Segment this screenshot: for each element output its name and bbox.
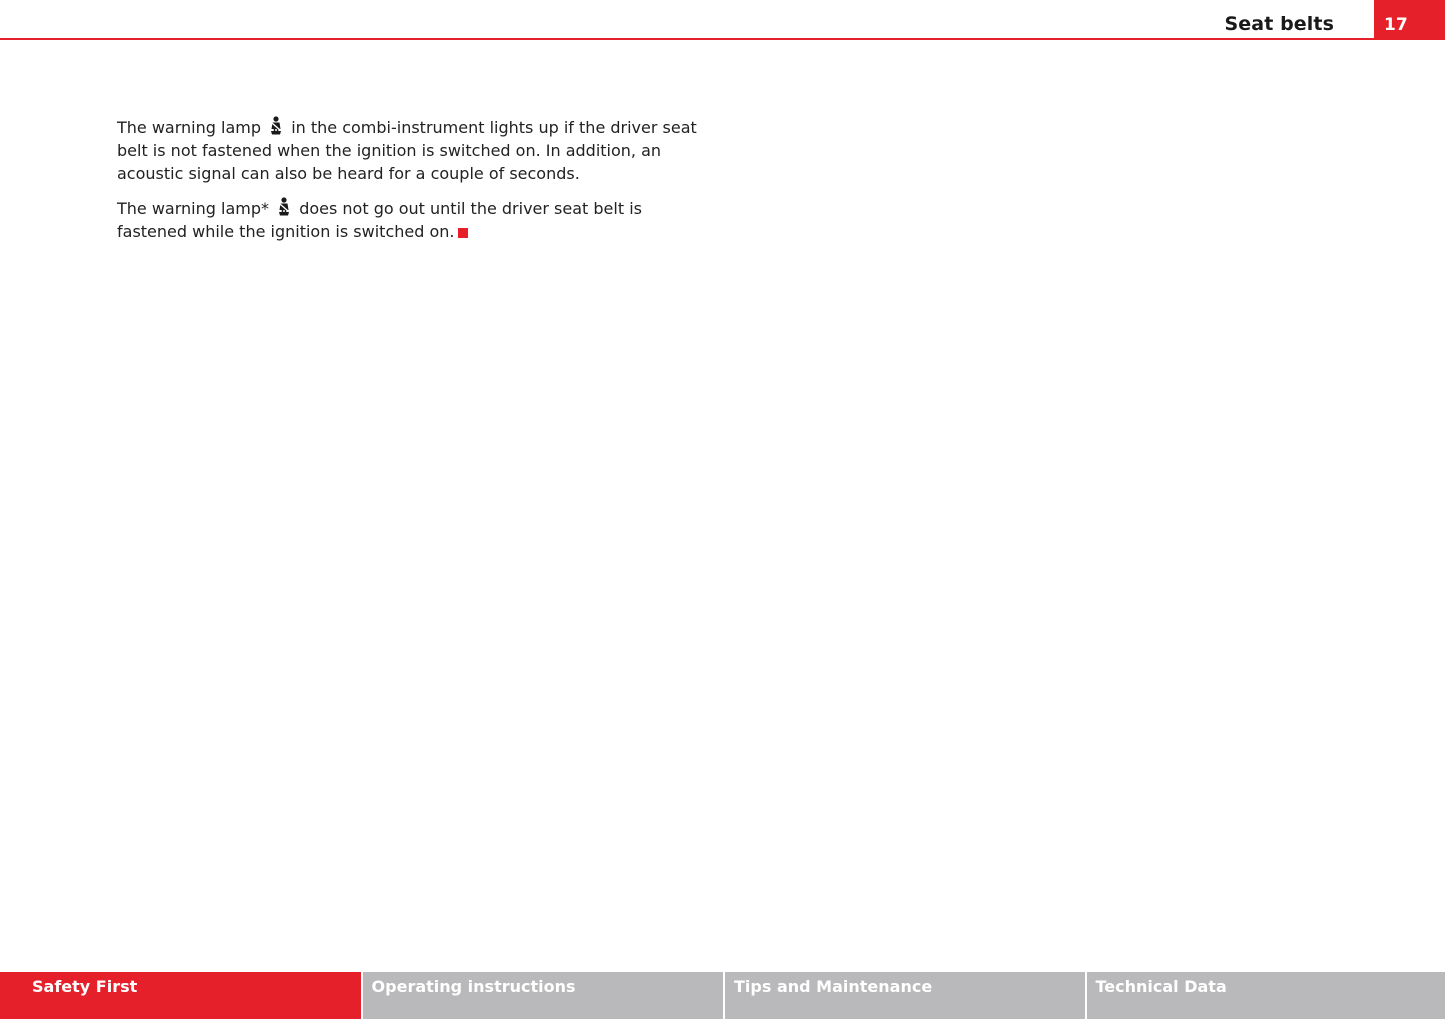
body-text <box>117 116 717 255</box>
footer-tab-safety-first[interactable]: Safety First <box>0 972 361 1019</box>
footer-tab-operating-instructions[interactable]: Operating instructions <box>363 972 723 1019</box>
seat-belt-warning-icon <box>268 116 284 135</box>
paragraph-2-start: The warning lamp* <box>117 199 269 218</box>
header-divider <box>0 38 1445 40</box>
seat-belt-warning-icon <box>276 197 292 216</box>
page-number-box <box>1374 0 1445 40</box>
paragraph-1-start: The warning lamp <box>117 118 261 137</box>
footer-tab-tips-and-maintenance[interactable]: Tips and Maintenance <box>725 972 1084 1019</box>
paragraph-2-rest: does not go out until the driver seat belt is fastened while the ignition is switched on. <box>117 199 642 241</box>
footer-tab-technical-data[interactable]: Technical Data <box>1087 972 1445 1019</box>
page-number: 17 <box>1384 15 1408 35</box>
end-of-section-marker <box>458 228 468 238</box>
paragraph-2 <box>117 197 717 243</box>
paragraph-1-rest: in the combi-instrument lights up if the driver seat belt is not fastened when the ignition is switched on. In addition, an acoustic signal can also be heard for a couple of seconds. <box>117 118 697 183</box>
footer-nav <box>0 972 1445 1019</box>
paragraph-1 <box>117 116 717 185</box>
section-title: Seat belts <box>1224 13 1334 35</box>
